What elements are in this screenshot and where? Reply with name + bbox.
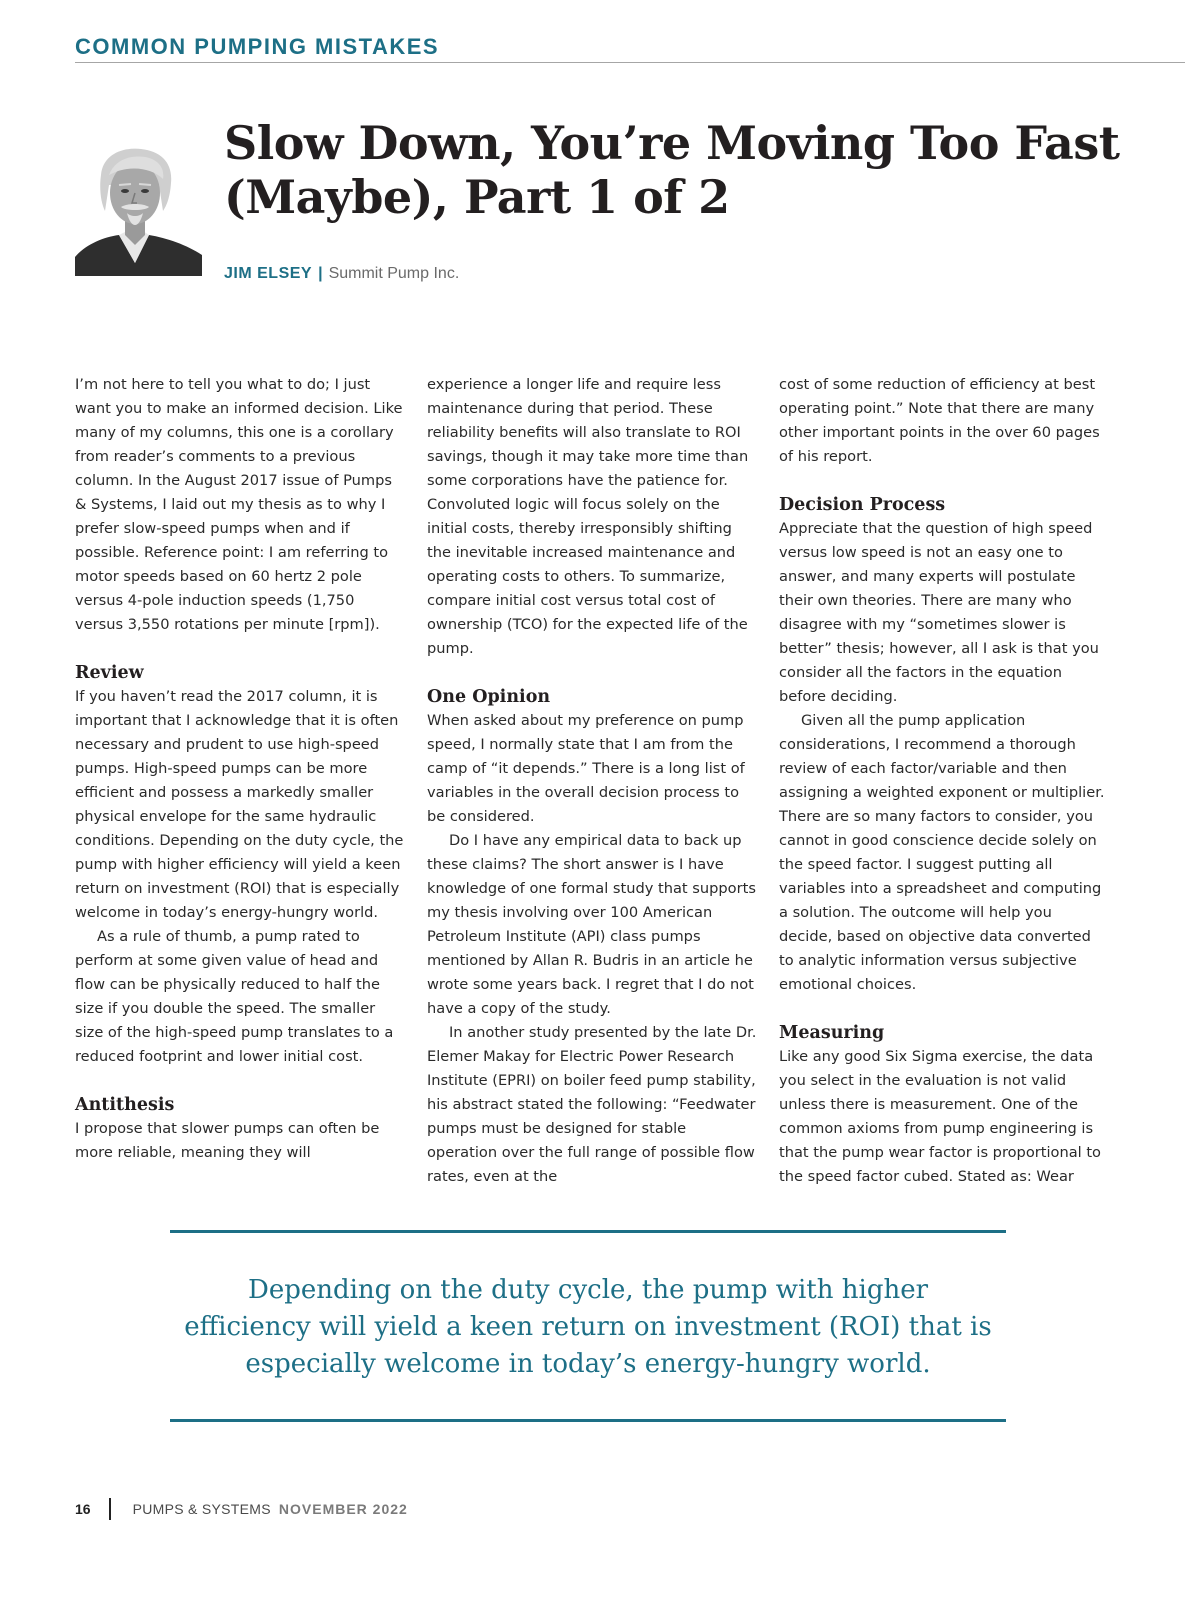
author-photo: [75, 145, 202, 276]
antithesis-continued: experience a longer life and require less maintenance during that period. These reliability benefits will also translate to ROI savings, though it may take more time than some corporations have the patience for. Convoluted logic will focus solely on the initial costs, thereby irresponsibly shifting the inevitable increased maintenance and operating costs to others. To summarize, compare initial cost versus total cost of ownership (TCO) for the expected life of the pump.: [427, 376, 749, 657]
opinion-continued: cost of some reduction of efficiency at best operating point.” Note that there are many other important points in the over 60 pages of his report.: [779, 376, 1100, 465]
antithesis-paragraph-1: I propose that slower pumps can often be more reliable, meaning they will: [75, 1120, 380, 1161]
header-divider: [75, 62, 1185, 63]
issue-date: NOVEMBER 2022: [278, 1501, 408, 1517]
pull-quote-top-rule: [170, 1230, 1006, 1233]
antithesis-heading: Antithesis: [75, 1095, 175, 1115]
decision-process-heading: Decision Process: [779, 495, 946, 515]
page-footer: [75, 1498, 408, 1520]
pull-quote-line-1: Depending on the duty cycle, the pump with higher: [247, 1275, 929, 1305]
column-2: [427, 373, 757, 1189]
magazine-name: PUMPS & SYSTEMS: [132, 1501, 271, 1517]
measuring-heading: Measuring: [779, 1023, 885, 1043]
footer-divider: [109, 1498, 111, 1520]
review-heading: Review: [75, 663, 144, 683]
article-title: [224, 116, 1124, 224]
pull-quote-line-3: especially welcome in today’s energy-hungry world.: [245, 1349, 931, 1379]
measuring-paragraph-1: Like any good Six Sigma exercise, the data you select in the evaluation is not valid unless there is measurement. One of the common axioms from pump engineering is that the pump wear factor is proportional to the speed factor cubed. Stated as: Wear: [779, 1048, 1101, 1185]
decision-paragraph-1: Appreciate that the question of high speed versus low speed is not an easy one to answer, and many experts will postulate their own theories. There are many who disagree with my “sometimes slower is better” thesis; however, all I ask is that you consider all the factors in the equation before deciding.: [779, 520, 1099, 705]
pull-quote-line-2: efficiency will yield a keen return on investment (ROI) that is: [184, 1312, 992, 1342]
title-line-1: Slow Down, You’re Moving Too Fast: [224, 116, 1120, 170]
column-3: [779, 373, 1109, 1189]
pull-quote: [170, 1272, 1006, 1383]
one-opinion-heading: One Opinion: [427, 687, 551, 707]
opinion-paragraph-1: When asked about my preference on pump speed, I normally state that I am from the camp of “it depends.” There is a long list of variables in the overall decision process to be considered.: [427, 712, 745, 825]
section-header: COMMON PUMPING MISTAKES: [75, 34, 440, 59]
opinion-paragraph-2: Do I have any empirical data to back up these claims? The short answer is I have knowledge of one formal study that supports my thesis involving over 100 American Petroleum Institute (API) class pumps mentioned by Allan R. Budris in an article he wrote some years back. I regret that I do not have a copy of the study.: [427, 832, 756, 1017]
review-paragraph-1: If you haven’t read the 2017 column, it is important that I acknowledge that it is often necessary and prudent to use high-speed pumps. High-speed pumps can be more efficient and possess a markedly smaller physical envelope for the same hydraulic conditions. Depending on the duty cycle, the pump with higher efficiency will yield a keen return on investment (ROI) that is especially welcome in today’s energy-hungry world.: [75, 688, 404, 921]
pull-quote-bottom-rule: [170, 1419, 1006, 1422]
author-name: JIM ELSEY: [224, 265, 313, 282]
author-company: Summit Pump Inc.: [328, 265, 460, 282]
byline: [224, 265, 459, 283]
byline-separator: |: [318, 265, 323, 282]
title-line-2: (Maybe), Part 1 of 2: [224, 170, 730, 224]
column-1: [75, 373, 405, 1165]
review-paragraph-2: As a rule of thumb, a pump rated to perform at some given value of head and flow can be physically reduced to half the size if you double the speed. The smaller size of the high-speed pump translates to a reduced footprint and lower initial cost.: [75, 928, 394, 1065]
opinion-paragraph-3: In another study presented by the late Dr. Elemer Makay for Electric Power Research Institute (EPRI) on boiler feed pump stability, his abstract stated the following: “Feedwater pumps must be designed for stable operation over the full range of possible flow rates, even at the: [427, 1024, 757, 1185]
page-number: 16: [75, 1501, 91, 1517]
decision-paragraph-2: Given all the pump application considerations, I recommend a thorough review of each factor/variable and then assigning a weighted exponent or multiplier. There are so many factors to consider, you cannot in good conscience decide solely on the speed factor. I suggest putting all variables into a spreadsheet and computing a solution. The outcome will help you decide, based on objective data converted to analytic information versus subjective emotional choices.: [779, 712, 1105, 993]
intro-paragraph: I’m not here to tell you what to do; I just want you to make an informed decision. Like many of my columns, this one is a corollary from reader’s comments to a previous column. In the August 2017 issue of Pumps & Systems, I laid out my thesis as to why I prefer slow-speed pumps when and if possible. Reference point: I am referring to motor speeds based on 60 hertz 2 pole versus 4-pole induction speeds (1,750 versus 3,550 rotations per minute [rpm]).: [75, 376, 403, 633]
